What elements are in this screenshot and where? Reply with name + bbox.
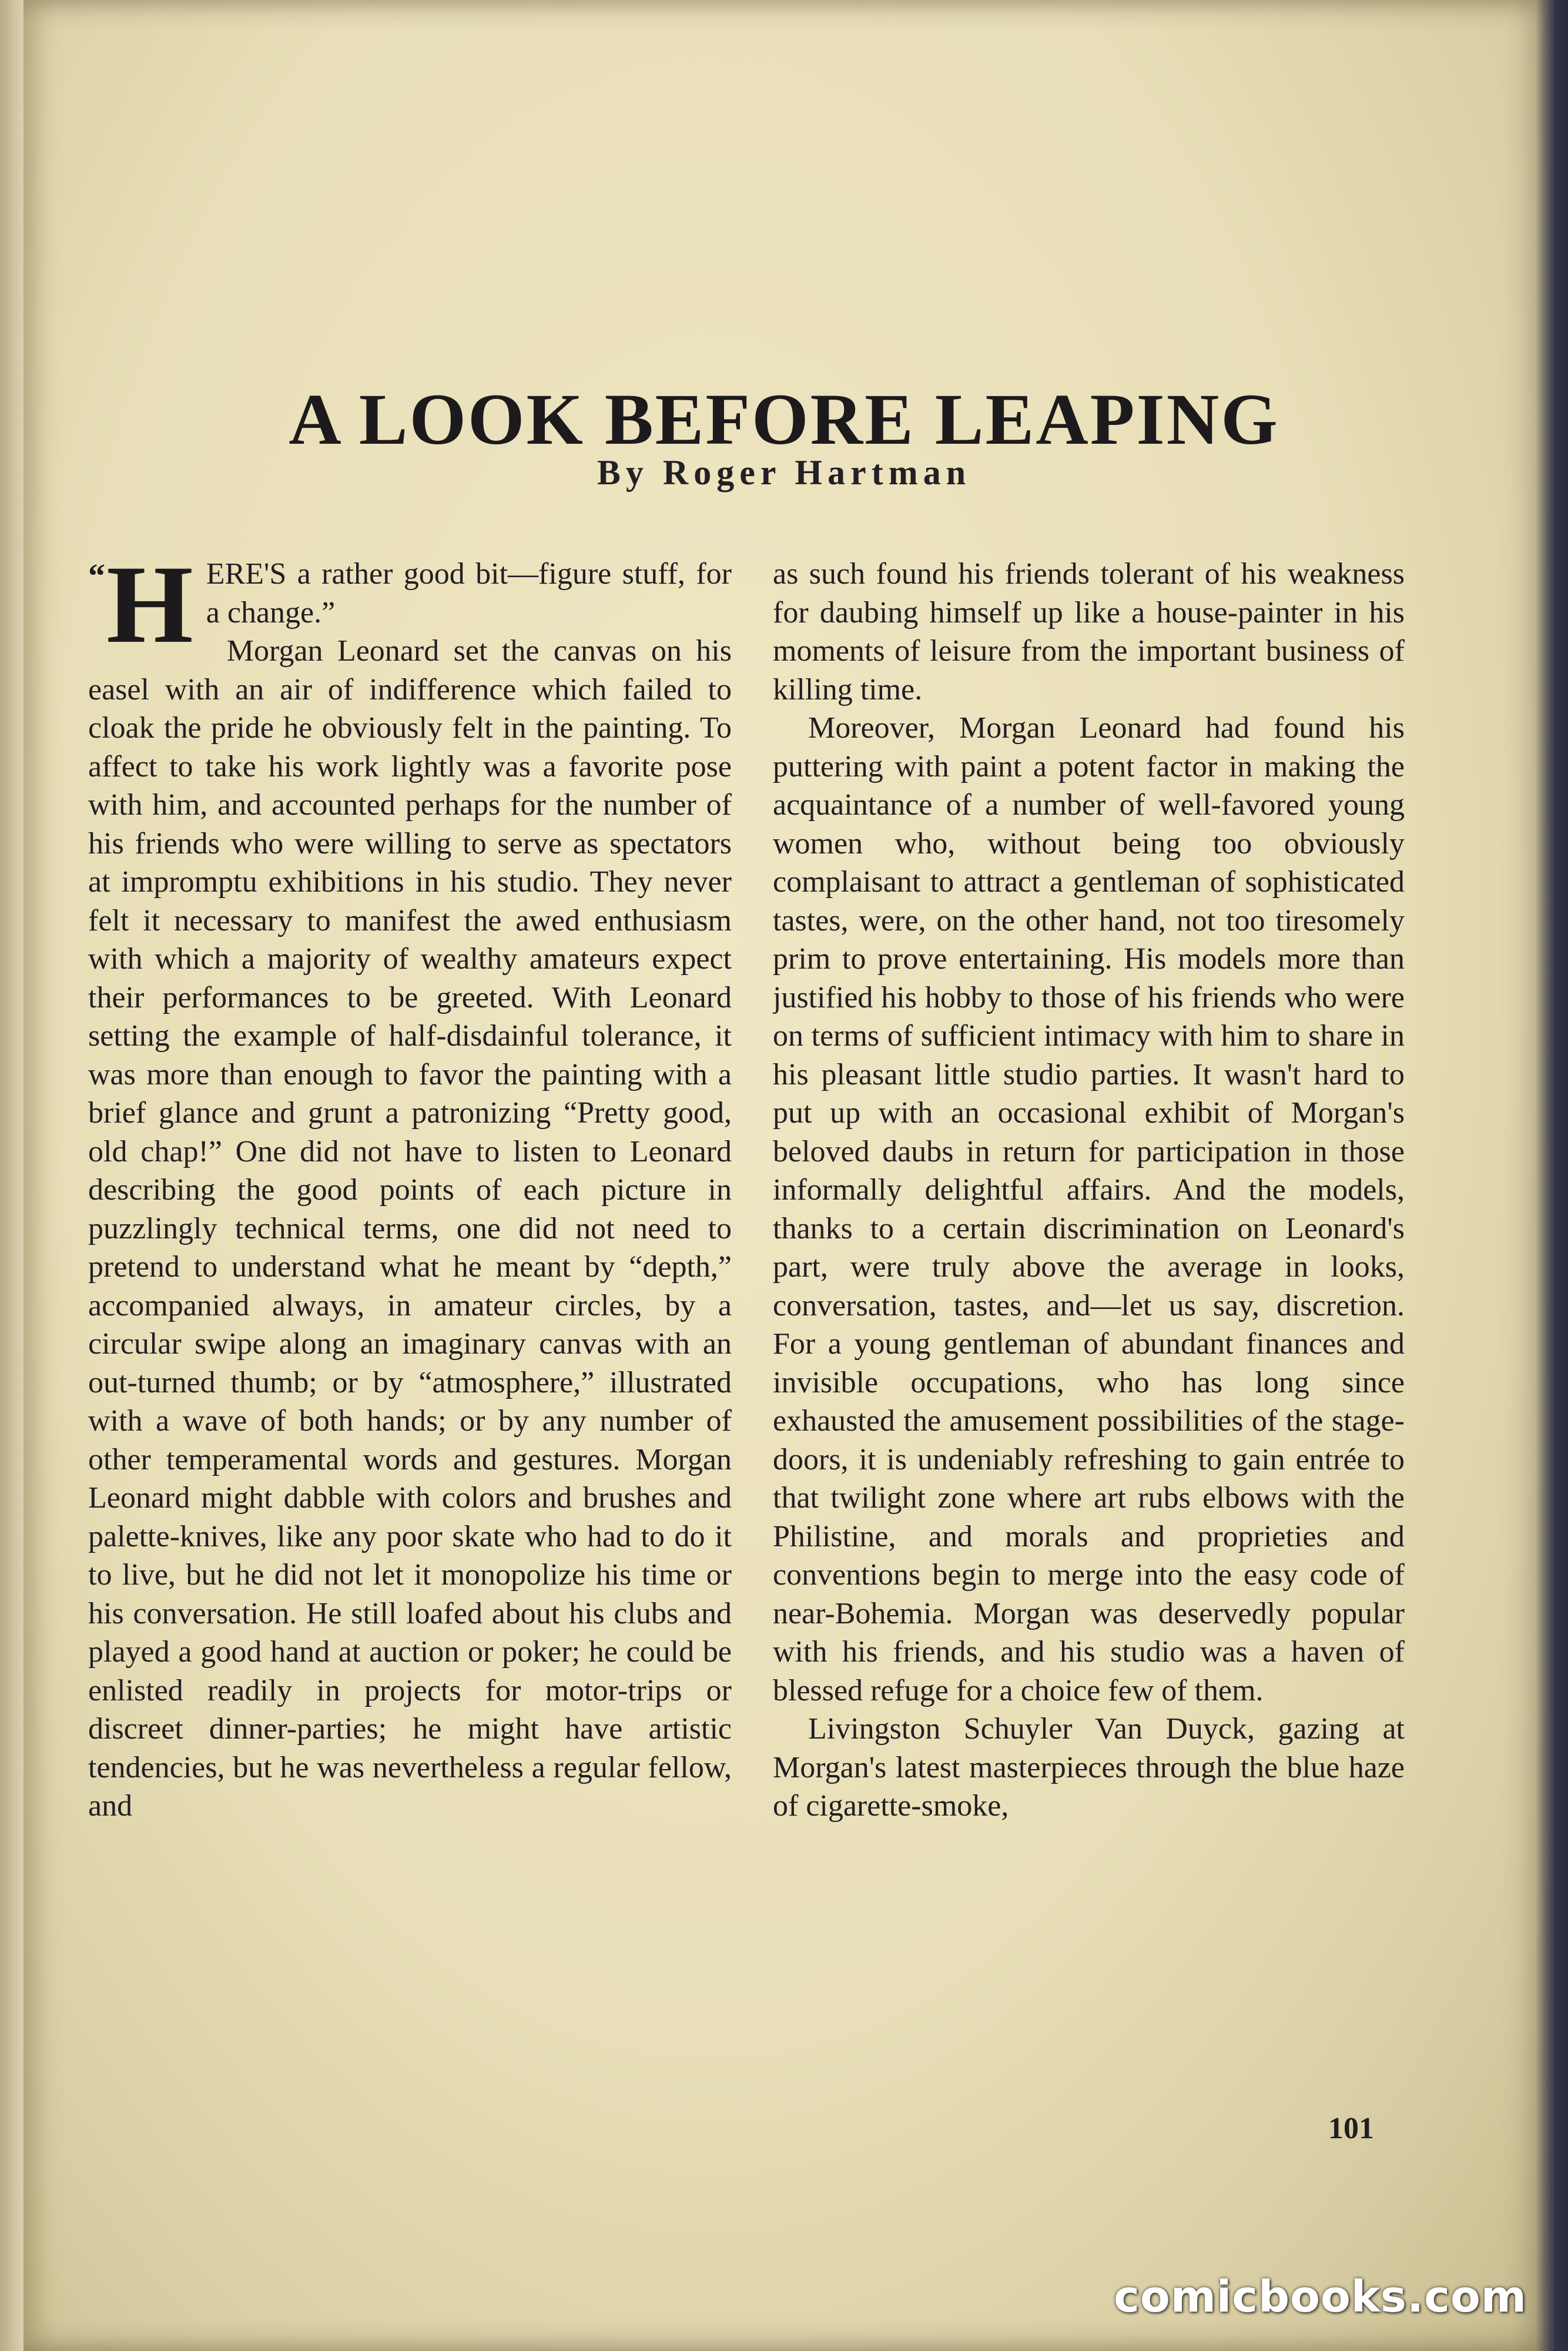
- body-paragraph-1: Morgan Leonard set the canvas on his easel with an air of indifference which failed to cloak the pride he obviously felt in the painting. To affect to take his work lightly was a favorite pose with him, and accounted perhaps for the number of his friends who were willing to serve as spectators at impromptu exhibitions in his studio. They never felt it necessary to manifest the awed enthusiasm with which a majority of wealthy amateurs expect their performances to be greeted. With Leonard setting the example of half-disdainful tolerance, it was more than enough to favor the painting with a brief glance and grunt a patronizing “Pretty good, old chap!” One did not have to listen to Leonard describing the good points of each picture in puzzlingly technical terms, one did not need to pretend to understand what he meant by “depth,” accompanied always, in amateur circles, by a circular swipe along an imaginary canvas with an out-turned thumb; or by “atmosphere,” illustrated with a wave of both hands; or by any number of other temperamental words and gestures. Morgan Leonard might dabble with colors and brushes and palette-knives, like any poor skate who had to do it to live, but he did not let it monopolize his time or his conversation. He still loafed about his clubs and played a good hand at auction or poker; he could be enlisted readily in projects for motor-trips or discreet dinner-parties; he might have artistic tendencies, but he was nevertheless a regular fellow, and: [88, 634, 732, 1823]
- opening-quote-mark: “: [88, 557, 105, 595]
- page-number: 101: [1328, 2112, 1374, 2145]
- text-column-right: [773, 555, 1405, 2142]
- text-column-left: [88, 555, 732, 2142]
- site-watermark: comicbooks.com: [1114, 2272, 1527, 2322]
- lead-sentence: ERE'S a rather good bit—figure stuff, for a change.”: [206, 557, 732, 629]
- continued-paragraph: as such found his friends tolerant of his weakness for daubing himself up like a house-painter in his moments of leisure from the important business of killing time.: [773, 557, 1405, 706]
- page-edge-shadow: [1536, 0, 1568, 2351]
- lead-paragraph: [88, 555, 732, 1826]
- body-paragraph-2: Moreover, Morgan Leonard had found his puttering with paint a potent factor in making the acquaintance of a number of well-favored young women who, without being too obviously complaisant to attract a gentleman of sophisticated tastes, were, on the other hand, not too tiresomely prim to prove entertaining. His models more than justified his hobby to those of his friends who were on terms of sufficient intimacy with him to share in his pleasant little studio parties. It wasn't hard to put up with an occasional exhibit of Morgan's beloved daubs in return for participation in those informally delightful affairs. And the models, thanks to a certain discrimination on Leonard's part, were truly above the average in looks, conversation, tastes, and—let us say, discretion. For a young gentleman of abundant finances and invisible occupations, who has long since exhausted the amusement possibilities of the stage-doors, it is undeniably refreshing to gain entrée to that twilight zone where art rubs elbows with the Philistine, and morals and proprieties and conventions begin to merge into the easy code of near-Bohemia. Morgan was deservedly popular with his friends, and his studio was a haven of blessed refuge for a choice few of them.: [773, 711, 1405, 1707]
- drop-cap: H: [106, 555, 193, 667]
- body-paragraph-3: Livingston Schuyler Van Duyck, gazing at Morgan's latest masterpieces through the blue haze of cigarette-smoke,: [773, 1712, 1405, 1823]
- story-title: A LOOK BEFORE LEAPING: [289, 379, 1279, 460]
- story-byline: By Roger Hartman: [597, 453, 971, 492]
